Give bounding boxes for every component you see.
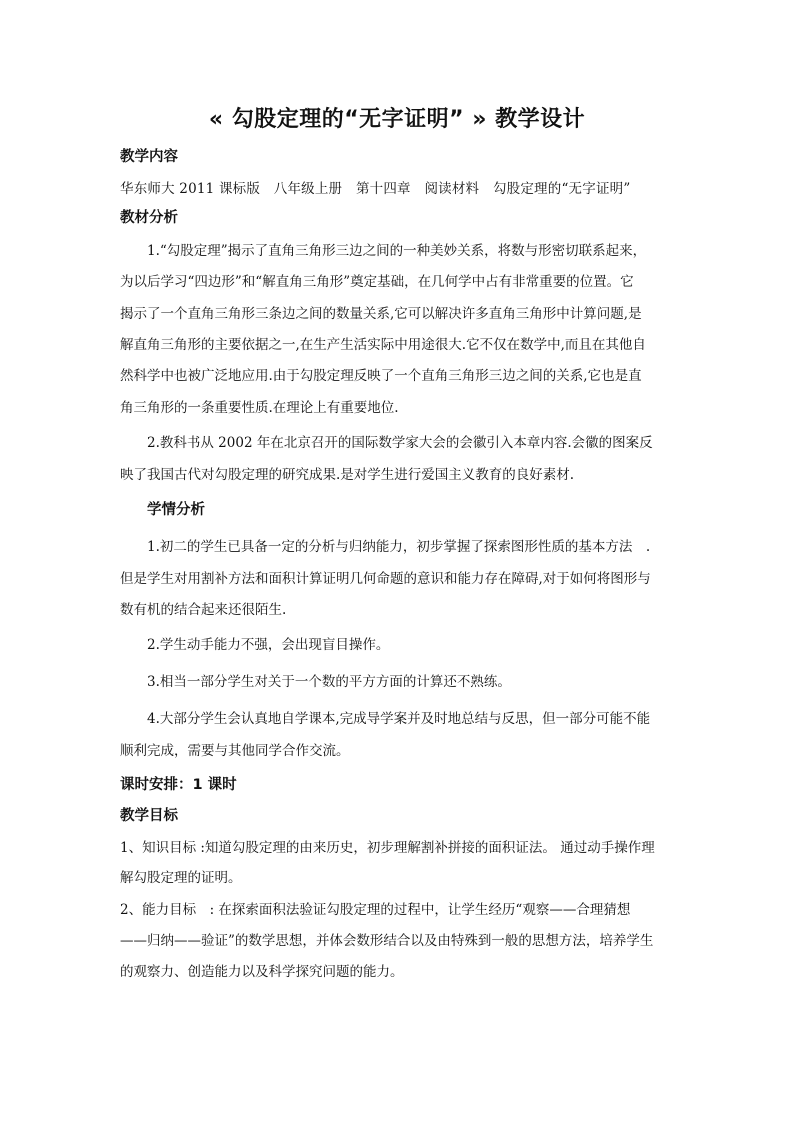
heading-student-analysis: 学情分析 [147, 502, 205, 518]
goal2-line1: 2、能力目标 : 在探索面积法验证勾股定理的过程中，让学生经历“观察——合理猜想 [120, 902, 631, 918]
analysis-p2-line1: 2.教科书从 2002 年在北京召开的国际数学家大会的会徽引入本章内容.会徽的图案反 [147, 435, 653, 451]
analysis-p1-line4: 解直角三角形的主要依据之一,在生产生活实际中用途很大.它不仅在数学中,而且在其他自 [120, 337, 646, 353]
heading-material-analysis: 教材分析 [120, 210, 178, 226]
goal1-line2: 解勾股定理的证明。 [120, 870, 242, 886]
heading-schedule: 课时安排：1 课时 [120, 777, 237, 793]
student-p4-line2: 顺利完成，需要与其他同学合作交流。 [120, 743, 350, 759]
analysis-p1-line3: 揭示了一个直角三角形三条边之间的数量关系,它可以解决许多直角三角形中计算问题,是 [120, 306, 642, 322]
heading-teaching-goals: 教学目标 [120, 808, 178, 824]
content-text: 华东师大 2011 课标版 八年级上册 第十四章 阅读材料 勾股定理的“无字证明” [120, 181, 631, 197]
student-p2: 2.学生动手能力不强，会出现盲目操作。 [147, 637, 390, 653]
analysis-p1-line6: 角三角形的一条重要性质.在理论上有重要地位. [120, 400, 399, 416]
student-p4-line1: 4.大部分学生会认真地自学课本,完成导学案并及时地总结与反思，但一部分可能不能 [147, 711, 651, 727]
analysis-p1-line5: 然科学中也被广泛地应用.由于勾股定理反映了一个直角三角形三边之间的关系,它也是直 [120, 368, 642, 384]
analysis-p1-line2: 为以后学习“四边形”和“解直角三角形”奠定基础，在几何学中占有非常重要的位置。它 [120, 274, 634, 290]
student-p3: 3.相当一部分学生对关于一个数的平方方面的计算还不熟练。 [147, 674, 511, 690]
goal2-line3: 的观察力、创造能力以及科学探究问题的能力。 [120, 964, 404, 980]
heading-teaching-content: 教学内容 [120, 149, 178, 165]
student-p1-line2: 但是学生对用割补方法和面积计算证明几何命题的意识和能力存在障碍,对于如何将图形与 [120, 571, 651, 587]
student-p1-line3: 数有机的结合起来还很陌生. [120, 602, 287, 618]
document-title: « 勾股定理的“无字证明” » 教学设计 [208, 107, 586, 132]
goal1-line1: 1、知识目标 :知道勾股定理的由来历史，初步理解割补拼接的面积证法。 通过动手操作理 [120, 840, 655, 856]
analysis-p2-line2: 映了我国古代对勾股定理的研究成果.是对学生进行爱国主义教育的良好素材. [120, 467, 575, 483]
analysis-p1-line1: 1.“勾股定理”揭示了直角三角形三边之间的一种美妙关系，将数与形密切联系起来， [147, 243, 647, 259]
student-p1-line1: 1.初二的学生已具备一定的分析与归纳能力，初步掌握了探索图形性质的基本方法 . [147, 539, 651, 555]
goal2-line2: ——归纳——验证”的数学思想，并体会数形结合以及由特殊到一般的思想方法，培养学生 [120, 933, 654, 949]
